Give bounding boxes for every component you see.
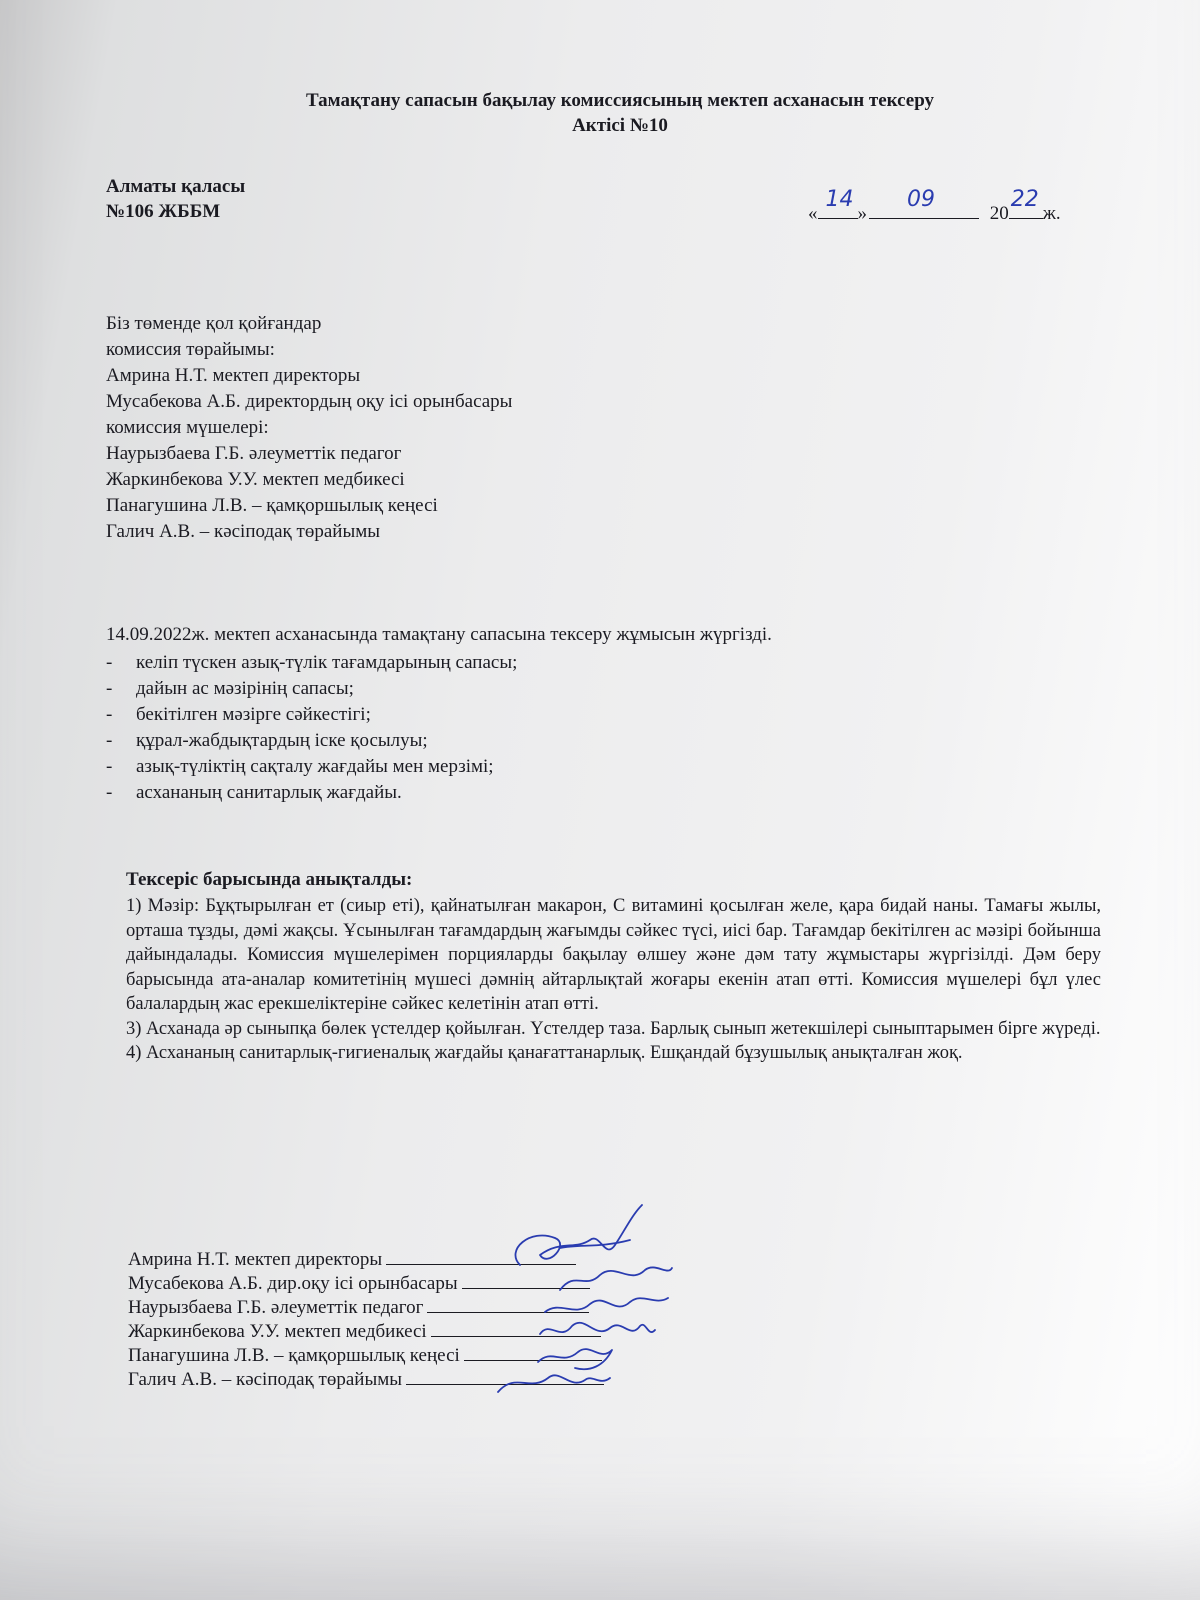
member-line: Галич А.В. – кәсіподақ төрайымы (106, 521, 380, 542)
date-close-quote: » (857, 203, 867, 224)
inspection-item: - құрал-жабдықтардың іске қосылуы; (106, 730, 428, 751)
finding-paragraph: 1) Мәзір: Бұқтырылған ет (сиыр еті), қайнатылған макарон, С витамині қосылған желе, қара бидай наны. Тамағы жылы, орташа тұзды, дәмі жақсы. Ұсынылған тағамдардың жағымды сәйкес түсі, иісі бар. Тағамдар бекітілген ас мәзірі бойынша дайындалады. Комиссия мүшелерімен порцияларды бақылау өлшеу және дәм тату жұмыстары жүргізілді. Дәм беру барысында ата-аналар комитетінің мүшесі дәмнің айтарлықтай жоғары екенін атап өтті. Комиссия мүшелері бұл үлес балалардың жас ерекшеліктеріне сәйкес келетінін атап өтті. (126, 896, 1101, 1014)
school-name: №106 ЖББМ (106, 201, 221, 222)
signature-scribble (560, 1240, 630, 1248)
signature-scribble (560, 1267, 672, 1290)
member-line: Панагушина Л.В. – қамқоршылық кеңесі (106, 495, 438, 516)
year-suffix: ж. (1042, 203, 1061, 224)
signatory-name: Мусабекова А.Б. дир.оқу ісі орынбасары (128, 1273, 458, 1294)
inspection-item: - азық-түліктің сақталу жағдайы мен мерзімі; (106, 756, 494, 777)
inspection-item: - келіп түскен азық-түлік тағамдарының сапасы; (106, 652, 518, 673)
finding-paragraph: 4) Асхананың санитарлық-гигиеналық жағдайы қанағаттанарлық. Ешқандай бұзушылық анықталған жоқ. (126, 1043, 963, 1063)
inspection-item: - асхананың санитарлық жағдайы. (106, 782, 402, 803)
members-label: комиссия мүшелері: (106, 417, 269, 438)
inspection-item-text: бекітілген мәзірге сәйкестігі; (136, 704, 371, 725)
members-intro: Біз төменде қол қойғандар (106, 313, 322, 334)
signatory-name: Панагушина Л.В. – қамқоршылық кеңесі (128, 1345, 460, 1366)
signature-scribble (515, 1205, 642, 1265)
signature-scribble (498, 1375, 610, 1392)
chair-line: Амрина Н.Т. мектеп директоры (106, 365, 361, 386)
signature-scribble (540, 1323, 655, 1334)
city: Алматы қаласы (106, 176, 246, 197)
signature-scribble (538, 1349, 612, 1369)
chair-line: Мусабекова А.Б. директордың оқу ісі орынбасары (106, 391, 513, 412)
signatory-name: Наурызбаева Г.Б. әлеуметтік педагог (128, 1297, 424, 1318)
member-line: Жаркинбекова У.У. мектеп медбикесі (106, 469, 405, 490)
member-line: Наурызбаева Г.Б. әлеуметтік педагог (106, 443, 402, 464)
findings-heading: Тексеріс барысында анықталды: (126, 869, 413, 890)
inspection-item-text: құрал-жабдықтардың іске қосылуы; (136, 730, 428, 751)
year-handwritten: 22 (1010, 187, 1039, 212)
signatory-name: Жаркинбекова У.У. мектеп медбикесі (128, 1321, 427, 1342)
act-number: Актісі №10 (572, 115, 668, 136)
finding-paragraph: 3) Асханада әр сыныпқа бөлек үстелдер қойылған. Үстелдер таза. Барлық сынып жетекшілері сыныптарымен бірге жүреді. (126, 1018, 1101, 1039)
day-handwritten: 14 (825, 187, 854, 212)
inspection-item: - бекітілген мәзірге сәйкестігі; (106, 704, 371, 725)
signature-scribble (545, 1298, 668, 1312)
inspection-intro: 14.09.2022ж. мектеп асханасында тамақтану сапасына тексеру жұмысын жүргізді. (106, 624, 772, 645)
signatory-name: Амрина Н.Т. мектеп директоры (128, 1249, 383, 1270)
inspection-item: - дайын ас мәзірінің сапасы; (106, 678, 354, 699)
document-title: Тамақтану сапасын бақылау комиссиясының мектеп асханасын тексеру (305, 90, 935, 111)
year-prefix: 20 (989, 203, 1009, 224)
signatory-name: Галич А.В. – кәсіподақ төрайымы (128, 1369, 402, 1390)
chair-label: комиссия төрайымы: (106, 339, 275, 360)
inspection-item-text: асхананың санитарлық жағдайы. (136, 782, 402, 803)
inspection-item-text: азық-түліктің сақталу жағдайы мен мерзімі; (136, 756, 494, 777)
month-handwritten: 09 (907, 187, 935, 212)
inspection-item-text: дайын ас мәзірінің сапасы; (136, 678, 354, 699)
inspection-item-text: келіп түскен азық-түлік тағамдарының сапасы; (136, 652, 518, 673)
date-open-quote: « (808, 203, 818, 224)
